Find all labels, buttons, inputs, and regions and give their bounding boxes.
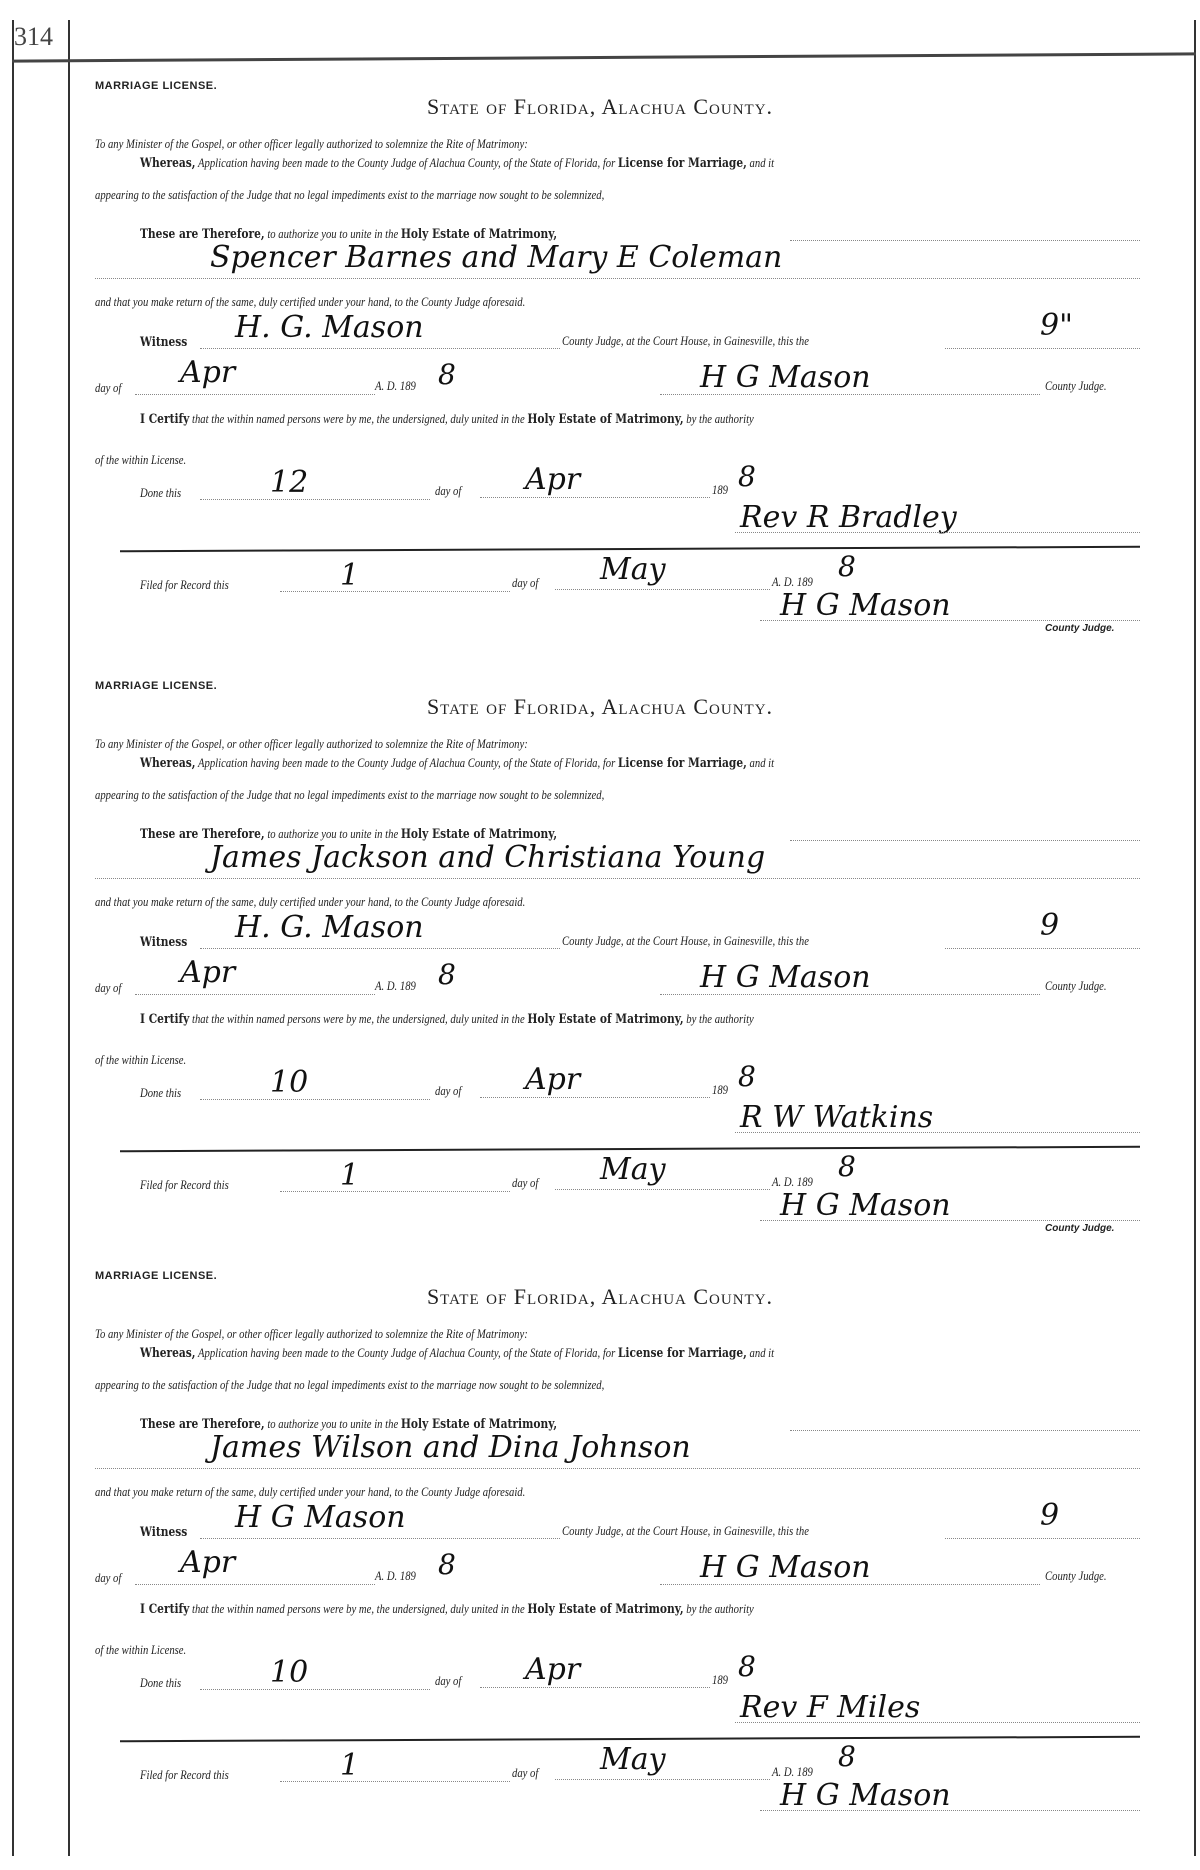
filed-day-of-label: day of: [512, 1175, 539, 1190]
addressee-line: To any Minister of the Gospel, or other officer legally authorized to solemnize the Rite of Matrimony:: [95, 736, 528, 751]
done-day: 10: [270, 1065, 309, 1100]
holy-estate: Holy Estate of Matrimony,: [527, 1602, 684, 1617]
and-it: and it: [749, 1345, 775, 1360]
done-month: Apr: [525, 1062, 581, 1097]
done-day-of-label: day of: [435, 483, 462, 498]
done-year-digit: 8: [738, 460, 756, 493]
filed-ad-label: A. D. 189: [772, 1764, 813, 1779]
done-year-digit: 8: [738, 1650, 756, 1683]
whereas-text: Application having been made to the County Judge of Alachua County, of the State of Florida, for: [198, 755, 616, 770]
filed-day: 1: [340, 558, 360, 593]
therefore-text: to authorize you to unite in the: [267, 1416, 399, 1431]
and-it: and it: [749, 155, 775, 170]
couple-names: James Jackson and Christiana Young: [210, 840, 766, 875]
done-year-prefix: 189: [712, 1082, 728, 1097]
done-year-prefix: 189: [712, 1672, 728, 1687]
filed-label: Filed for Record this: [140, 1767, 229, 1782]
officiant-signature: Rev F Miles: [740, 1690, 921, 1725]
witness-label: Witness: [140, 935, 188, 950]
filed-judge-signature: H G Mason: [780, 588, 951, 623]
filed-month: May: [600, 1742, 666, 1777]
marriage-license-record: [0, 80, 1200, 680]
done-day-of-label: day of: [435, 1083, 462, 1098]
filed-county-judge-label: County Judge.: [1045, 623, 1115, 634]
addressee-line: To any Minister of the Gospel, or other officer legally authorized to solemnize the Rite of Matrimony:: [95, 1326, 528, 1341]
filed-label: Filed for Record this: [140, 577, 229, 592]
therefore-text: to authorize you to unite in the: [267, 826, 399, 841]
county-judge-label: County Judge.: [1045, 378, 1107, 393]
filed-month: May: [600, 552, 666, 587]
whereas-text: Application having been made to the County Judge of Alachua County, of the State of Florida, for: [198, 155, 616, 170]
issue-year-digit: 8: [438, 1548, 456, 1581]
whereas-label: Whereas,: [140, 756, 196, 771]
certify-label: I Certify: [140, 412, 190, 427]
court-house-text: County Judge, at the Court House, in Gainesville, this the: [562, 1523, 809, 1538]
holy-estate: Holy Estate of Matrimony,: [527, 1012, 684, 1027]
filed-year-digit: 8: [838, 550, 856, 583]
page-number: 314: [14, 22, 53, 51]
judge-signature: H G Mason: [700, 1550, 871, 1585]
day-of-label: day of: [95, 980, 122, 995]
filed-year-digit: 8: [838, 1150, 856, 1183]
issue-month: Apr: [180, 1545, 236, 1580]
done-year-prefix: 189: [712, 482, 728, 497]
done-year-digit: 8: [738, 1060, 756, 1093]
return-line: and that you make return of the same, duly certified under your hand, to the County Judge aforesaid.: [95, 1484, 526, 1499]
officiant-signature: R W Watkins: [740, 1100, 934, 1135]
couple-names: Spencer Barnes and Mary E Coleman: [210, 240, 783, 275]
appearing-line: appearing to the satisfaction of the Judge that no legal impediments exist to the marriage now sought to be solemnized,: [95, 1377, 605, 1392]
within-license-line: of the within License.: [95, 452, 187, 467]
whereas-line: [140, 755, 1149, 771]
filed-day-of-label: day of: [512, 575, 539, 590]
done-day-of-label: day of: [435, 1673, 462, 1688]
therefore-label: These are Therefore,: [140, 827, 265, 842]
court-house-text: County Judge, at the Court House, in Gainesville, this the: [562, 933, 809, 948]
done-month: Apr: [525, 1652, 581, 1687]
form-label: MARRIAGE LICENSE.: [95, 80, 218, 92]
judge-signature: H G Mason: [700, 360, 871, 395]
marriage-license-record: [0, 1270, 1200, 1870]
officiant-signature: Rev R Bradley: [740, 500, 957, 535]
judge-signature: H G Mason: [700, 960, 871, 995]
filed-ad-label: A. D. 189: [772, 574, 813, 589]
header-rule: [12, 52, 1196, 62]
addressee-line: To any Minister of the Gospel, or other officer legally authorized to solemnize the Rite of Matrimony:: [95, 136, 528, 151]
witness-judge-name: H G Mason: [235, 1500, 406, 1535]
filed-ad-label: A. D. 189: [772, 1174, 813, 1189]
day-of-label: day of: [95, 380, 122, 395]
within-license-line: of the within License.: [95, 1642, 187, 1657]
license-for-marriage: License for Marriage,: [617, 156, 747, 171]
issue-day: 9: [1040, 1498, 1060, 1533]
done-this-label: Done this: [140, 1675, 182, 1690]
therefore-label: These are Therefore,: [140, 1417, 265, 1432]
issue-year-digit: 8: [438, 358, 456, 391]
done-this-label: Done this: [140, 1085, 182, 1100]
holy-estate: Holy Estate of Matrimony,: [400, 827, 558, 842]
witness-label: Witness: [140, 335, 188, 350]
license-for-marriage: License for Marriage,: [617, 756, 747, 771]
witness-judge-name: H. G. Mason: [235, 310, 424, 345]
issue-month: Apr: [180, 955, 236, 990]
certify-label: I Certify: [140, 1012, 190, 1027]
day-of-label: day of: [95, 1570, 122, 1585]
certify-line: [140, 1011, 1157, 1027]
county-judge-label: County Judge.: [1045, 978, 1107, 993]
certify-text: that the within named persons were by me, the undersigned, duly united in the: [192, 1011, 525, 1026]
holy-estate: Holy Estate of Matrimony,: [527, 412, 684, 427]
filed-county-judge-label: County Judge.: [1045, 1223, 1115, 1234]
issue-day: 9: [1040, 908, 1060, 943]
therefore-text: to authorize you to unite in the: [267, 226, 399, 241]
issue-month: Apr: [180, 355, 236, 390]
witness-label: Witness: [140, 1525, 188, 1540]
license-for-marriage: License for Marriage,: [617, 1346, 747, 1361]
filed-day: 1: [340, 1158, 360, 1193]
by-authority: by the authority: [686, 1011, 754, 1026]
whereas-line: [140, 155, 1149, 171]
return-line: and that you make return of the same, duly certified under your hand, to the County Judge aforesaid.: [95, 894, 526, 909]
ad-label: A. D. 189: [375, 378, 416, 393]
therefore-label: These are Therefore,: [140, 227, 265, 242]
certify-line: [140, 1601, 1157, 1617]
filed-day: 1: [340, 1748, 360, 1783]
issue-day: 9": [1040, 308, 1073, 343]
whereas-line: [140, 1345, 1149, 1361]
form-title: State of Florida, Alachua County.: [426, 1284, 774, 1309]
filed-judge-signature: H G Mason: [780, 1188, 951, 1223]
appearing-line: appearing to the satisfaction of the Judge that no legal impediments exist to the marriage now sought to be solemnized,: [95, 187, 605, 202]
done-month: Apr: [525, 462, 581, 497]
done-this-label: Done this: [140, 485, 182, 500]
court-house-text: County Judge, at the Court House, in Gainesville, this the: [562, 333, 809, 348]
certify-label: I Certify: [140, 1602, 190, 1617]
form-label: MARRIAGE LICENSE.: [95, 680, 218, 692]
couple-names: James Wilson and Dina Johnson: [210, 1430, 691, 1465]
form-title: State of Florida, Alachua County.: [426, 694, 774, 719]
issue-year-digit: 8: [438, 958, 456, 991]
by-authority: by the authority: [686, 411, 754, 426]
holy-estate: Holy Estate of Matrimony,: [400, 1417, 558, 1432]
by-authority: by the authority: [686, 1601, 754, 1616]
filed-month: May: [600, 1152, 666, 1187]
and-it: and it: [749, 755, 775, 770]
certify-text: that the within named persons were by me, the undersigned, duly united in the: [192, 411, 525, 426]
whereas-label: Whereas,: [140, 1346, 196, 1361]
ad-label: A. D. 189: [375, 978, 416, 993]
filed-day-of-label: day of: [512, 1765, 539, 1780]
filed-judge-signature: H G Mason: [780, 1778, 951, 1813]
within-license-line: of the within License.: [95, 1052, 187, 1067]
certify-text: that the within named persons were by me, the undersigned, duly united in the: [192, 1601, 525, 1616]
county-judge-label: County Judge.: [1045, 1568, 1107, 1583]
filed-year-digit: 8: [838, 1740, 856, 1773]
marriage-license-record: [0, 680, 1200, 1280]
form-title: State of Florida, Alachua County.: [426, 94, 774, 119]
filed-label: Filed for Record this: [140, 1177, 229, 1192]
certify-line: [140, 411, 1157, 427]
ad-label: A. D. 189: [375, 1568, 416, 1583]
whereas-label: Whereas,: [140, 156, 196, 171]
appearing-line: appearing to the satisfaction of the Judge that no legal impediments exist to the marriage now sought to be solemnized,: [95, 787, 605, 802]
witness-judge-name: H. G. Mason: [235, 910, 424, 945]
whereas-text: Application having been made to the County Judge of Alachua County, of the State of Florida, for: [198, 1345, 616, 1360]
return-line: and that you make return of the same, duly certified under your hand, to the County Judge aforesaid.: [95, 294, 526, 309]
done-day: 10: [270, 1655, 309, 1690]
holy-estate: Holy Estate of Matrimony,: [400, 227, 558, 242]
form-label: MARRIAGE LICENSE.: [95, 1270, 218, 1282]
done-day: 12: [270, 465, 309, 500]
